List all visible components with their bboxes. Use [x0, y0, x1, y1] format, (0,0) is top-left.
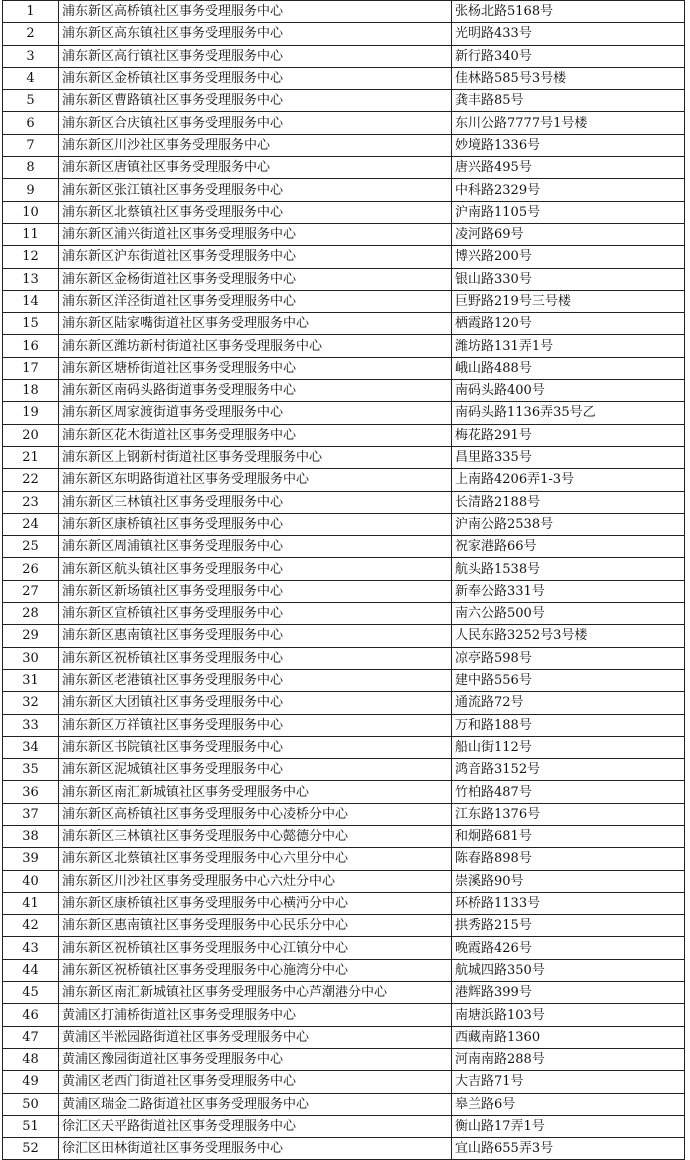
center-name: 浦东新区上钢新村街道社区事务受理服务中心 [59, 446, 452, 468]
center-address: 栖霞路120号 [452, 313, 685, 335]
row-number: 39 [3, 848, 59, 870]
table-row [3, 558, 685, 580]
center-name: 浦东新区张江镇社区事务受理服务中心 [59, 179, 452, 201]
table-row [3, 892, 685, 914]
center-name: 徐汇区天平路街道社区事务受理服务中心 [59, 1115, 452, 1137]
row-number: 35 [3, 759, 59, 781]
row-number: 30 [3, 647, 59, 669]
table-row [3, 491, 685, 513]
center-address: 环桥路1133号 [452, 892, 685, 914]
center-address: 和炯路681号 [452, 825, 685, 847]
row-number: 49 [3, 1071, 59, 1093]
table-row [3, 1115, 685, 1137]
table-row [3, 469, 685, 491]
center-address: 西藏南路1360 [452, 1026, 685, 1048]
center-name: 黄浦区豫园街道社区事务受理服务中心 [59, 1048, 452, 1070]
center-name: 浦东新区宣桥镇社区事务受理服务中心 [59, 603, 452, 625]
row-number: 38 [3, 825, 59, 847]
row-number: 51 [3, 1115, 59, 1137]
table-row [3, 23, 685, 45]
center-name: 浦东新区川沙社区事务受理服务中心 [59, 134, 452, 156]
row-number: 40 [3, 870, 59, 892]
table-row [3, 870, 685, 892]
center-name: 浦东新区周家渡街道事务受理服务中心 [59, 402, 452, 424]
row-number: 46 [3, 1004, 59, 1026]
center-name: 浦东新区川沙社区事务受理服务中心六灶分中心 [59, 870, 452, 892]
center-name: 浦东新区金杨街道社区事务受理服务中心 [59, 268, 452, 290]
center-address: 河南南路288号 [452, 1048, 685, 1070]
row-number: 52 [3, 1138, 59, 1160]
row-number: 26 [3, 558, 59, 580]
center-address: 梅花路291号 [452, 424, 685, 446]
row-number: 8 [3, 157, 59, 179]
table-row [3, 982, 685, 1004]
row-number: 43 [3, 937, 59, 959]
center-name: 黄浦区打浦桥街道社区事务受理服务中心 [59, 1004, 452, 1026]
center-name: 浦东新区祝桥镇社区事务受理服务中心 [59, 647, 452, 669]
center-address: 东川公路7777号1号楼 [452, 112, 685, 134]
center-address: 巨野路219号三号楼 [452, 290, 685, 312]
center-name: 浦东新区沪东街道社区事务受理服务中心 [59, 246, 452, 268]
table-row [3, 1093, 685, 1115]
table-row [3, 335, 685, 357]
center-address: 银山路330号 [452, 268, 685, 290]
row-number: 36 [3, 781, 59, 803]
row-number: 10 [3, 201, 59, 223]
center-name: 浦东新区浦兴街道社区事务受理服务中心 [59, 223, 452, 245]
center-address: 上南路4206弄1-3号 [452, 469, 685, 491]
row-number: 42 [3, 915, 59, 937]
table-row [3, 825, 685, 847]
table-row [3, 937, 685, 959]
center-name: 浦东新区高桥镇社区事务受理服务中心 [59, 1, 452, 23]
table-row [3, 313, 685, 335]
center-name: 浦东新区唐镇社区事务受理服务中心 [59, 157, 452, 179]
center-name: 黄浦区瑞金二路街道社区事务受理服务中心 [59, 1093, 452, 1115]
table-row [3, 179, 685, 201]
center-address: 皋兰路6号 [452, 1093, 685, 1115]
center-address: 江东路1376号 [452, 803, 685, 825]
center-address: 衡山路17弄1号 [452, 1115, 685, 1137]
center-name: 浦东新区惠南镇社区事务受理服务中心 [59, 625, 452, 647]
center-name: 浦东新区祝桥镇社区事务受理服务中心江镇分中心 [59, 937, 452, 959]
center-address: 人民东路3252号3号楼 [452, 625, 685, 647]
center-name: 浦东新区陆家嘴街道社区事务受理服务中心 [59, 313, 452, 335]
center-name: 浦东新区大团镇社区事务受理服务中心 [59, 692, 452, 714]
center-address: 崇溪路90号 [452, 870, 685, 892]
center-address: 港辉路399号 [452, 982, 685, 1004]
center-name: 浦东新区南汇新城镇社区事务受理服务中心芦潮港分中心 [59, 982, 452, 1004]
row-number: 47 [3, 1026, 59, 1048]
table-row [3, 201, 685, 223]
table-row [3, 446, 685, 468]
table-row [3, 513, 685, 535]
center-address: 陈春路898号 [452, 848, 685, 870]
table-row [3, 1026, 685, 1048]
center-name: 浦东新区花木街道社区事务受理服务中心 [59, 424, 452, 446]
table-row [3, 803, 685, 825]
center-address: 南码头路400号 [452, 380, 685, 402]
table-body [3, 1, 685, 1160]
row-number: 1 [3, 1, 59, 23]
row-number: 20 [3, 424, 59, 446]
center-address: 凌河路69号 [452, 223, 685, 245]
table-row [3, 759, 685, 781]
center-name: 浦东新区高行镇社区事务受理服务中心 [59, 45, 452, 67]
center-name: 浦东新区北蔡镇社区事务受理服务中心 [59, 201, 452, 223]
center-address: 航城四路350号 [452, 959, 685, 981]
center-address: 竹柏路487号 [452, 781, 685, 803]
row-number: 6 [3, 112, 59, 134]
table-row [3, 536, 685, 558]
row-number: 4 [3, 67, 59, 89]
table-row [3, 1, 685, 23]
row-number: 44 [3, 959, 59, 981]
center-address: 南码头路1136弄35号乙 [452, 402, 685, 424]
table-row [3, 112, 685, 134]
row-number: 25 [3, 536, 59, 558]
table-row [3, 424, 685, 446]
table-row [3, 1004, 685, 1026]
table-row [3, 781, 685, 803]
service-center-table [2, 0, 685, 1160]
center-address: 新奉公路331号 [452, 580, 685, 602]
table-row [3, 45, 685, 67]
center-name: 浦东新区康桥镇社区事务受理服务中心 [59, 513, 452, 535]
center-address: 大吉路71号 [452, 1071, 685, 1093]
row-number: 31 [3, 669, 59, 691]
table-row [3, 223, 685, 245]
table-row [3, 580, 685, 602]
center-address: 南六公路500号 [452, 603, 685, 625]
center-name: 浦东新区惠南镇社区事务受理服务中心民乐分中心 [59, 915, 452, 937]
center-name: 浦东新区三林镇社区事务受理服务中心懿德分中心 [59, 825, 452, 847]
row-number: 12 [3, 246, 59, 268]
table-row [3, 1138, 685, 1160]
center-address: 晚霞路426号 [452, 937, 685, 959]
table-row [3, 90, 685, 112]
center-name: 浦东新区曹路镇社区事务受理服务中心 [59, 90, 452, 112]
center-address: 新行路340号 [452, 45, 685, 67]
center-name: 浦东新区祝桥镇社区事务受理服务中心施湾分中心 [59, 959, 452, 981]
row-number: 37 [3, 803, 59, 825]
center-name: 徐汇区田林街道社区事务受理服务中心 [59, 1138, 452, 1160]
table-row [3, 402, 685, 424]
center-name: 浦东新区南码头路街道事务受理服务中心 [59, 380, 452, 402]
center-address: 建中路556号 [452, 669, 685, 691]
center-name: 浦东新区航头镇社区事务受理服务中心 [59, 558, 452, 580]
center-name: 浦东新区周浦镇社区事务受理服务中心 [59, 536, 452, 558]
table-row [3, 1048, 685, 1070]
center-name: 浦东新区塘桥街道社区事务受理服务中心 [59, 357, 452, 379]
table-row [3, 915, 685, 937]
row-number: 32 [3, 692, 59, 714]
center-address: 鸿音路3152号 [452, 759, 685, 781]
center-name: 浦东新区北蔡镇社区事务受理服务中心六里分中心 [59, 848, 452, 870]
table-row [3, 647, 685, 669]
table-row [3, 603, 685, 625]
center-name: 浦东新区高东镇社区事务受理服务中心 [59, 23, 452, 45]
row-number: 3 [3, 45, 59, 67]
table-row [3, 625, 685, 647]
row-number: 24 [3, 513, 59, 535]
center-address: 昌里路335号 [452, 446, 685, 468]
row-number: 21 [3, 446, 59, 468]
table-row [3, 1071, 685, 1093]
table-row [3, 157, 685, 179]
table-row [3, 134, 685, 156]
center-address: 拱秀路215号 [452, 915, 685, 937]
row-number: 29 [3, 625, 59, 647]
row-number: 15 [3, 313, 59, 335]
center-name: 浦东新区南汇新城镇社区事务受理服务中心 [59, 781, 452, 803]
center-name: 浦东新区潍坊新村街道社区事务受理服务中心 [59, 335, 452, 357]
center-address: 中科路2329号 [452, 179, 685, 201]
center-address: 航头路1538号 [452, 558, 685, 580]
table-row [3, 246, 685, 268]
table-row [3, 714, 685, 736]
center-name: 黄浦区半淞园路街道社区事务受理服务中心 [59, 1026, 452, 1048]
center-address: 张杨北路5168号 [452, 1, 685, 23]
center-address: 万和路188号 [452, 714, 685, 736]
row-number: 7 [3, 134, 59, 156]
row-number: 41 [3, 892, 59, 914]
center-address: 博兴路200号 [452, 246, 685, 268]
center-address: 唐兴路495号 [452, 157, 685, 179]
row-number: 11 [3, 223, 59, 245]
center-name: 浦东新区书院镇社区事务受理服务中心 [59, 736, 452, 758]
table-row [3, 268, 685, 290]
table-row [3, 692, 685, 714]
center-name: 浦东新区三林镇社区事务受理服务中心 [59, 491, 452, 513]
row-number: 13 [3, 268, 59, 290]
row-number: 23 [3, 491, 59, 513]
row-number: 19 [3, 402, 59, 424]
center-name: 浦东新区洋泾街道社区事务受理服务中心 [59, 290, 452, 312]
table-row [3, 848, 685, 870]
table-row [3, 357, 685, 379]
row-number: 28 [3, 603, 59, 625]
row-number: 5 [3, 90, 59, 112]
center-name: 浦东新区东明路街道社区事务受理服务中心 [59, 469, 452, 491]
center-address: 龚丰路85号 [452, 90, 685, 112]
center-name: 浦东新区合庆镇社区事务受理服务中心 [59, 112, 452, 134]
center-address: 沪南公路2538号 [452, 513, 685, 535]
table-row [3, 736, 685, 758]
center-name: 浦东新区高桥镇社区事务受理服务中心凌桥分中心 [59, 803, 452, 825]
center-name: 浦东新区泥城镇社区事务受理服务中心 [59, 759, 452, 781]
row-number: 17 [3, 357, 59, 379]
table-row [3, 959, 685, 981]
center-name: 黄浦区老西门街道社区事务受理服务中心 [59, 1071, 452, 1093]
table-row [3, 67, 685, 89]
center-address: 通流路72号 [452, 692, 685, 714]
row-number: 14 [3, 290, 59, 312]
center-name: 浦东新区康桥镇社区事务受理服务中心横沔分中心 [59, 892, 452, 914]
row-number: 2 [3, 23, 59, 45]
table-row [3, 669, 685, 691]
row-number: 18 [3, 380, 59, 402]
center-name: 浦东新区金桥镇社区事务受理服务中心 [59, 67, 452, 89]
row-number: 16 [3, 335, 59, 357]
row-number: 33 [3, 714, 59, 736]
center-address: 峨山路488号 [452, 357, 685, 379]
center-address: 南塘浜路103号 [452, 1004, 685, 1026]
table-row [3, 380, 685, 402]
table-row [3, 290, 685, 312]
center-address: 潍坊路131弄1号 [452, 335, 685, 357]
center-name: 浦东新区新场镇社区事务受理服务中心 [59, 580, 452, 602]
center-address: 佳林路585号3号楼 [452, 67, 685, 89]
center-name: 浦东新区万祥镇社区事务受理服务中心 [59, 714, 452, 736]
center-address: 祝家港路66号 [452, 536, 685, 558]
center-address: 妙境路1336号 [452, 134, 685, 156]
center-address: 光明路433号 [452, 23, 685, 45]
row-number: 34 [3, 736, 59, 758]
row-number: 45 [3, 982, 59, 1004]
center-address: 宜山路655弄3号 [452, 1138, 685, 1160]
row-number: 27 [3, 580, 59, 602]
center-address: 船山街112号 [452, 736, 685, 758]
center-address: 长清路2188号 [452, 491, 685, 513]
row-number: 9 [3, 179, 59, 201]
center-address: 沪南路1105号 [452, 201, 685, 223]
row-number: 48 [3, 1048, 59, 1070]
row-number: 50 [3, 1093, 59, 1115]
center-address: 凉亭路598号 [452, 647, 685, 669]
row-number: 22 [3, 469, 59, 491]
center-name: 浦东新区老港镇社区事务受理服务中心 [59, 669, 452, 691]
